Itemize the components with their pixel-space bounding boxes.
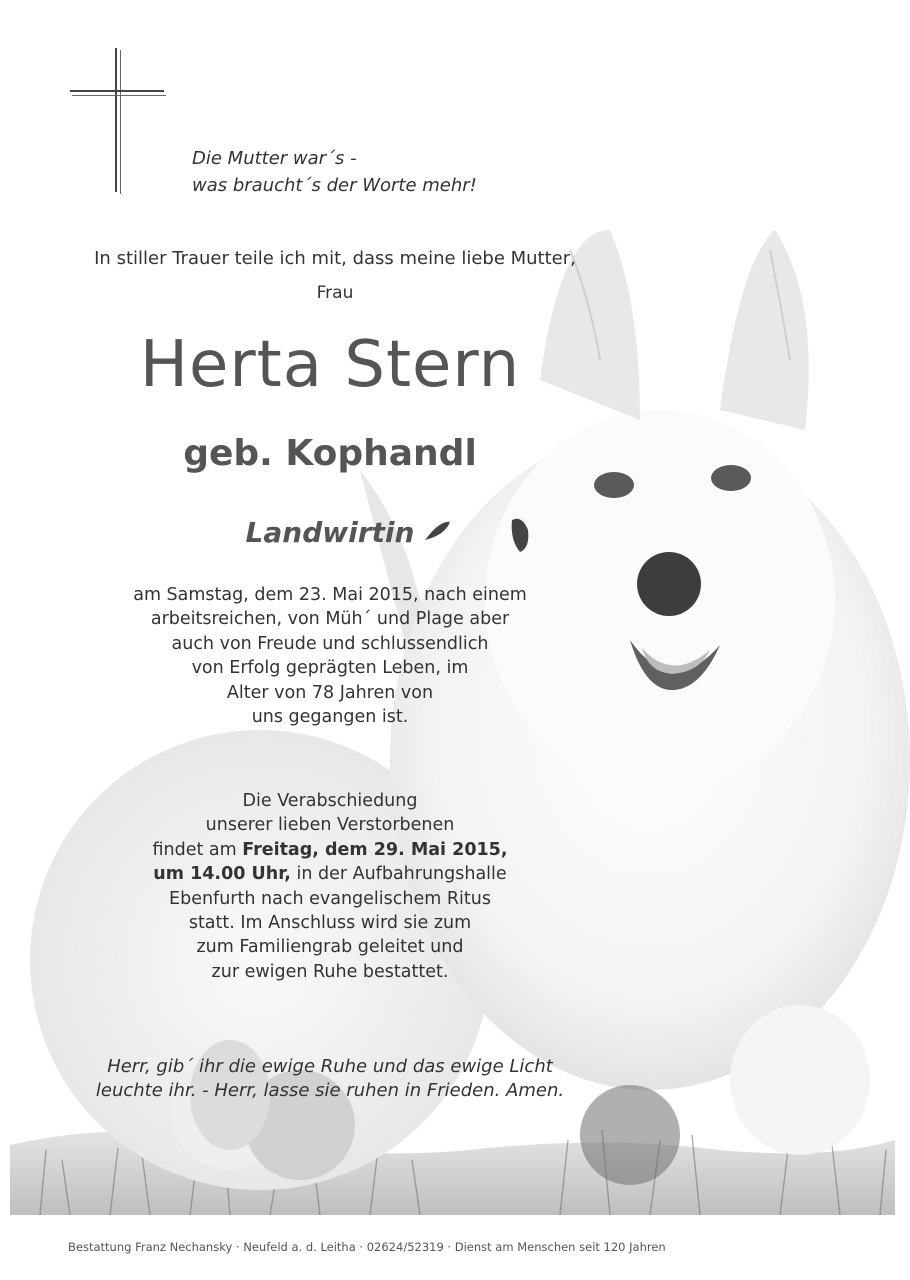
ceremony-line: Die Verabschiedung: [242, 791, 418, 811]
ceremony-line: zur ewigen Ruhe bestattet.: [211, 961, 449, 982]
intro-text: In stiller Trauer teile ich mit, dass meine liebe Mutter,: [94, 248, 576, 269]
motto: [192, 145, 477, 199]
profession: Landwirtin: [245, 516, 415, 549]
maiden-name: geb. Kophandl: [183, 433, 477, 474]
announcement-line: von Erfolg geprägten Leben, im: [191, 658, 469, 679]
ceremony-line: [0, 838, 660, 862]
footer-funeral-home: Bestattung Franz Nechansky · Neufeld a. d. Leitha · 02624/52319 · Dienst am Menschen seit 120 Jahren: [68, 1240, 666, 1254]
ceremony-details: [0, 789, 660, 984]
announcement-line: arbeitsreichen, von Müh´ und Plage aber: [150, 609, 510, 630]
ceremony-line: unserer lieben Verstorbenen: [205, 815, 455, 836]
death-announcement: [0, 583, 660, 729]
announcement-line: am Samstag, dem 23. Mai 2015, nach einem: [133, 585, 527, 605]
announcement-line: auch von Freude und schlussendlich: [171, 633, 489, 654]
motto-line-2: was braucht´s der Worte mehr!: [192, 175, 477, 196]
ceremony-date: Freitag, dem 29. Mai 2015,: [242, 839, 508, 860]
deceased-name: Herta Stern: [139, 328, 521, 402]
ceremony-time: um 14.00 Uhr,: [153, 864, 291, 885]
ceremony-line: [0, 862, 660, 886]
ceremony-line: zum Familiengrab geleitet und: [196, 937, 464, 958]
announcement-line: uns gegangen ist.: [251, 707, 409, 728]
ceremony-text: findet am: [152, 839, 243, 860]
announcement-line: Alter von 78 Jahren von: [226, 682, 434, 703]
ceremony-text: in der Aufbahrungshalle: [290, 864, 507, 885]
cross-icon: [70, 48, 166, 194]
salutation: Frau: [316, 283, 354, 303]
motto-line-1: Die Mutter war´s -: [192, 148, 357, 169]
ceremony-line: statt. Im Anschluss wird sie zum: [188, 913, 472, 934]
prayer-line-1: Herr, gib´ ihr die ewige Ruhe und das ewige Licht: [107, 1056, 553, 1077]
ceremony-line: Ebenfurth nach evangelischem Ritus: [169, 888, 491, 909]
prayer: [0, 1055, 660, 1103]
prayer-line-2: leuchte ihr. - Herr, lasse sie ruhen in Frieden. Amen.: [95, 1080, 565, 1101]
